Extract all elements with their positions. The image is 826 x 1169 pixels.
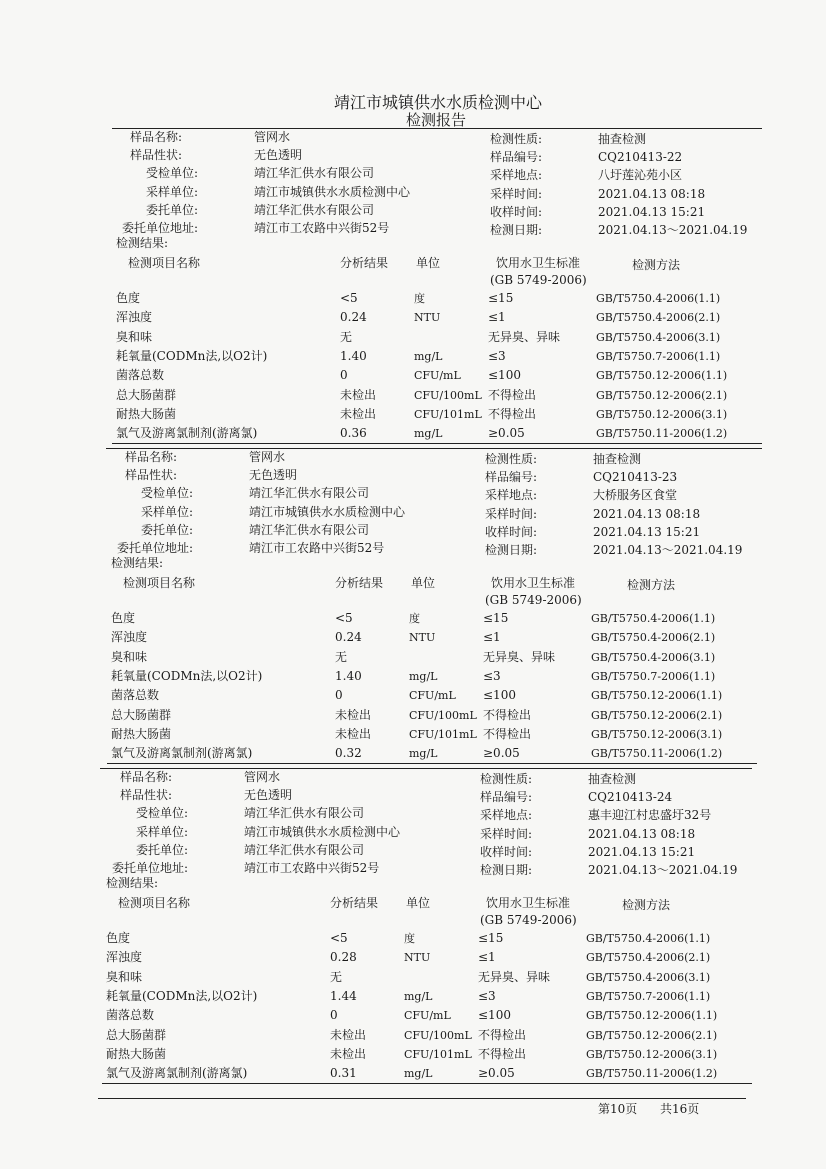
table-cell-standard: ≤1: [488, 310, 506, 325]
table-cell-unit: mg/L: [404, 1067, 433, 1081]
info-value-test_nature: 抽查检测: [588, 772, 637, 786]
table-cell-standard: ≤1: [483, 630, 501, 645]
table-cell-item: 臭和味: [106, 969, 143, 984]
info-label-test_nature: 检测性质:: [480, 772, 533, 786]
table-cell-method: GB/T5750.11-2006(1.2): [596, 427, 728, 441]
table-cell-method: GB/T5750.7-2006(1.1): [596, 349, 721, 363]
table-cell-item: 菌落总数: [106, 1008, 155, 1023]
info-label-test_date: 检测日期:: [485, 543, 538, 557]
table-cell-method: GB/T5750.4-2006(2.1): [596, 311, 721, 325]
table-cell-result: 无: [335, 649, 348, 664]
column-header-item: 检测项目名称: [128, 256, 201, 270]
column-header-method: 检测方法: [622, 898, 671, 912]
table-cell-item: 菌落总数: [116, 368, 165, 383]
table-cell-standard: 无异臭、异味: [478, 969, 551, 984]
results-label: 检测结果:: [111, 556, 164, 570]
column-header-unit: 单位: [411, 576, 436, 590]
table-cell-standard: ≤15: [483, 611, 509, 625]
table-cell-standard: ≤3: [483, 668, 501, 683]
info-value-sampling_site: 大桥服务区食堂: [593, 488, 678, 503]
table-cell-unit: NTU: [404, 951, 431, 965]
column-header-standard: 饮用水卫生标准: [496, 256, 581, 270]
table-cell-standard: 无异臭、异味: [488, 329, 561, 344]
table-cell-unit: mg/L: [404, 989, 433, 1003]
table-cell-standard: 不得检出: [488, 387, 537, 402]
table-cell-unit: NTU: [409, 631, 436, 645]
table-cell-method: GB/T5750.11-2006(1.2): [586, 1067, 718, 1081]
table-cell-item: 耗氧量(CODMn法,以O2计): [106, 988, 258, 1003]
section-top-rule: [106, 448, 762, 449]
table-cell-item: 臭和味: [116, 329, 153, 344]
table-cell-unit: CFU/mL: [404, 1009, 451, 1023]
info-label-sample_property: 样品性状:: [130, 148, 183, 163]
info-value-sample_name: 管网水: [244, 770, 281, 784]
table-cell-result: 未检出: [330, 1027, 367, 1042]
info-value-sample_name: 管网水: [249, 450, 286, 464]
table-cell-standard: ≥0.05: [483, 746, 520, 761]
table-cell-standard: 无异臭、异味: [483, 649, 556, 664]
table-cell-standard: ≥0.05: [478, 1066, 515, 1081]
info-label-sample_name: 样品名称:: [120, 770, 173, 784]
info-value-entrusting_address: 靖江市工农路中兴街52号: [244, 861, 380, 875]
table-cell-standard: ≤3: [488, 348, 506, 363]
column-header-standard-code: (GB 5749-2006): [485, 593, 582, 607]
org-title: 靖江市城镇供水水质检测中心: [334, 93, 543, 112]
table-cell-method: GB/T5750.4-2006(2.1): [591, 631, 716, 645]
info-value-test_date: 2021.04.13～2021.04.19: [588, 863, 738, 877]
table-cell-unit: mg/L: [414, 349, 443, 363]
table-cell-result: 无: [330, 969, 343, 984]
table-cell-method: GB/T5750.4-2006(1.1): [586, 932, 711, 945]
table-cell-standard: ≤100: [483, 688, 516, 703]
info-value-receiving_unit: 靖江华汇供水有限公司: [244, 806, 365, 821]
table-cell-method: GB/T5750.12-2006(3.1): [596, 407, 728, 421]
table-cell-unit: CFU/100mL: [409, 708, 477, 722]
info-label-sampling_site: 采样地点:: [490, 168, 543, 183]
column-header-standard: 饮用水卫生标准: [486, 896, 571, 910]
table-cell-item: 耐热大肠菌: [116, 406, 177, 421]
column-header-result: 分析结果: [340, 256, 389, 270]
table-cell-unit: CFU/101mL: [409, 727, 477, 741]
table-cell-method: GB/T5750.12-2006(1.1): [591, 689, 723, 703]
info-label-sampling_unit: 采样单位:: [141, 504, 194, 519]
column-header-method: 检测方法: [627, 578, 676, 592]
column-header-result: 分析结果: [335, 576, 384, 590]
info-value-receiving_unit: 靖江华汇供水有限公司: [254, 166, 375, 181]
table-cell-item: 浑浊度: [111, 630, 148, 645]
table-cell-item: 色度: [111, 611, 136, 625]
table-cell-result: <5: [340, 291, 358, 305]
info-value-sampling_site: 惠丰迎江村忠盛圩32号: [588, 808, 712, 823]
table-cell-result: 0.36: [340, 426, 367, 441]
info-value-sampling_time: 2021.04.13 08:18: [588, 826, 696, 841]
table-cell-item: 臭和味: [111, 649, 148, 664]
column-header-unit: 单位: [416, 256, 441, 270]
info-value-receipt_time: 2021.04.13 15:21: [588, 844, 696, 859]
info-label-entrusting_unit: 委托单位:: [141, 522, 194, 537]
table-cell-result: 0: [335, 688, 343, 703]
page-total: 共16页: [660, 1102, 700, 1116]
table-cell-unit: CFU/100mL: [404, 1028, 472, 1042]
info-value-test_date: 2021.04.13～2021.04.19: [598, 223, 748, 237]
table-cell-standard: ≤15: [478, 931, 504, 945]
info-label-receiving_unit: 受检单位:: [141, 486, 194, 501]
info-value-receipt_time: 2021.04.13 15:21: [598, 204, 706, 219]
info-label-sampling_time: 采样时间:: [480, 826, 533, 841]
table-cell-unit: mg/L: [409, 669, 438, 683]
info-label-entrusting_address: 委托单位地址:: [112, 861, 189, 875]
column-header-result: 分析结果: [330, 896, 379, 910]
info-label-receipt_time: 收样时间:: [485, 524, 538, 539]
table-cell-item: 耗氧量(CODMn法,以O2计): [116, 348, 268, 363]
table-cell-result: 0.28: [330, 950, 357, 965]
info-label-sample_property: 样品性状:: [120, 788, 173, 803]
column-header-standard: 饮用水卫生标准: [491, 576, 576, 590]
info-label-sample_name: 样品名称:: [125, 450, 178, 464]
column-header-unit: 单位: [406, 896, 431, 910]
info-label-test_nature: 检测性质:: [485, 452, 538, 466]
info-label-test_nature: 检测性质:: [490, 132, 543, 146]
info-label-sampling_time: 采样时间:: [485, 506, 538, 521]
table-cell-standard: ≤100: [478, 1008, 511, 1023]
info-value-sampling_unit: 靖江市城镇供水水质检测中心: [244, 824, 401, 839]
info-value-sample_property: 无色透明: [249, 468, 298, 483]
table-cell-item: 总大肠菌群: [106, 1027, 167, 1042]
table-cell-standard: ≤15: [488, 291, 514, 305]
table-cell-method: GB/T5750.4-2006(3.1): [591, 650, 716, 664]
table-cell-result: 未检出: [335, 707, 372, 722]
info-value-sampling_site: 八圩莲沁苑小区: [598, 168, 683, 183]
column-header-item: 检测项目名称: [123, 576, 196, 590]
table-cell-item: 氯气及游离氯制剂(游离氯): [111, 746, 253, 761]
info-value-receiving_unit: 靖江华汇供水有限公司: [249, 486, 370, 501]
table-cell-item: 氯气及游离氯制剂(游离氯): [116, 426, 258, 441]
table-cell-standard: ≤1: [478, 950, 496, 965]
column-header-method: 检测方法: [632, 258, 681, 272]
results-label: 检测结果:: [116, 236, 169, 250]
table-cell-result: 0.24: [335, 630, 362, 645]
table-cell-unit: CFU/100mL: [414, 388, 482, 402]
table-cell-unit: NTU: [414, 311, 441, 325]
table-cell-result: 1.40: [340, 348, 367, 363]
table-cell-method: GB/T5750.11-2006(1.2): [591, 747, 723, 761]
report-title: 检测报告: [406, 111, 467, 129]
table-cell-item: 总大肠菌群: [111, 707, 172, 722]
info-label-receiving_unit: 受检单位:: [146, 166, 199, 181]
info-value-sample_property: 无色透明: [244, 788, 293, 803]
table-cell-method: GB/T5750.4-2006(3.1): [596, 330, 721, 344]
info-label-receiving_unit: 受检单位:: [136, 806, 189, 821]
table-cell-item: 耐热大肠菌: [111, 726, 172, 741]
table-cell-result: 无: [340, 329, 353, 344]
column-header-standard-code: (GB 5749-2006): [490, 273, 587, 287]
info-label-entrusting_address: 委托单位地址:: [122, 221, 199, 235]
table-cell-item: 浑浊度: [116, 310, 153, 325]
section-bottom-rule: [102, 1083, 752, 1084]
info-label-receipt_time: 收样时间:: [490, 204, 543, 219]
table-cell-item: 菌落总数: [111, 688, 160, 703]
info-label-sample_no: 样品编号:: [485, 470, 538, 485]
section-bottom-rule: [107, 763, 757, 764]
info-label-sample_property: 样品性状:: [125, 468, 178, 483]
info-label-entrusting_address: 委托单位地址:: [117, 541, 194, 555]
info-label-sampling_time: 采样时间:: [490, 186, 543, 201]
table-cell-method: GB/T5750.4-2006(3.1): [586, 970, 711, 984]
results-label: 检测结果:: [106, 876, 159, 890]
info-label-test_date: 检测日期:: [480, 863, 533, 877]
info-value-sample_no: CQ210413-24: [588, 790, 673, 805]
table-cell-method: GB/T5750.7-2006(1.1): [586, 989, 711, 1003]
info-label-sampling_unit: 采样单位:: [146, 184, 199, 199]
table-cell-result: 0: [330, 1008, 338, 1023]
info-value-sampling_unit: 靖江市城镇供水水质检测中心: [254, 184, 411, 199]
info-value-sample_name: 管网水: [254, 130, 291, 144]
info-value-sampling_unit: 靖江市城镇供水水质检测中心: [249, 504, 406, 519]
table-cell-unit: mg/L: [414, 427, 443, 441]
section-top-rule: [100, 768, 752, 769]
table-cell-unit: 度: [409, 612, 420, 625]
info-value-sample_no: CQ210413-22: [598, 150, 683, 165]
info-label-entrusting_unit: 委托单位:: [136, 842, 189, 857]
info-value-entrusting_address: 靖江市工农路中兴街52号: [254, 221, 390, 235]
info-value-test_date: 2021.04.13～2021.04.19: [593, 543, 743, 557]
table-cell-method: GB/T5750.4-2006(1.1): [591, 612, 716, 625]
table-cell-method: GB/T5750.12-2006(3.1): [591, 727, 723, 741]
table-cell-unit: CFU/101mL: [414, 407, 482, 421]
info-label-test_date: 检测日期:: [490, 223, 543, 237]
table-cell-result: 未检出: [330, 1046, 367, 1061]
table-cell-standard: 不得检出: [488, 406, 537, 421]
table-cell-standard: ≥0.05: [488, 426, 525, 441]
table-cell-result: 未检出: [340, 387, 377, 402]
info-label-receipt_time: 收样时间:: [480, 844, 533, 859]
column-header-standard-code: (GB 5749-2006): [480, 913, 577, 927]
table-cell-unit: CFU/mL: [414, 369, 461, 383]
table-cell-item: 耗氧量(CODMn法,以O2计): [111, 668, 263, 683]
table-cell-standard: 不得检出: [483, 726, 532, 741]
table-cell-item: 浑浊度: [106, 950, 143, 965]
table-cell-standard: 不得检出: [483, 707, 532, 722]
table-cell-result: 1.44: [330, 988, 357, 1003]
info-value-sample_property: 无色透明: [254, 148, 303, 163]
info-value-sample_no: CQ210413-23: [593, 470, 678, 485]
table-cell-method: GB/T5750.7-2006(1.1): [591, 669, 716, 683]
info-value-receipt_time: 2021.04.13 15:21: [593, 524, 701, 539]
table-cell-item: 色度: [116, 291, 141, 305]
table-cell-result: 0.24: [340, 310, 367, 325]
table-cell-result: <5: [330, 931, 348, 945]
table-cell-method: GB/T5750.4-2006(2.1): [586, 951, 711, 965]
info-value-sampling_time: 2021.04.13 08:18: [593, 506, 701, 521]
info-label-entrusting_unit: 委托单位:: [146, 202, 199, 217]
info-value-sampling_time: 2021.04.13 08:18: [598, 186, 706, 201]
table-cell-method: GB/T5750.12-2006(1.1): [586, 1009, 718, 1023]
table-cell-standard: ≤100: [488, 368, 521, 383]
info-label-sample_no: 样品编号:: [480, 790, 533, 805]
table-cell-standard: ≤3: [478, 988, 496, 1003]
table-cell-unit: 度: [414, 292, 425, 305]
info-value-entrusting_address: 靖江市工农路中兴街52号: [249, 541, 385, 555]
table-cell-result: <5: [335, 611, 353, 625]
table-cell-unit: mg/L: [409, 747, 438, 761]
table-cell-method: GB/T5750.12-2006(2.1): [591, 708, 723, 722]
table-cell-method: GB/T5750.4-2006(1.1): [596, 292, 721, 305]
section-bottom-rule: [112, 443, 762, 444]
table-cell-unit: CFU/101mL: [404, 1047, 472, 1061]
table-cell-result: 0.32: [335, 746, 362, 761]
table-cell-item: 总大肠菌群: [116, 387, 177, 402]
info-value-entrusting_unit: 靖江华汇供水有限公司: [244, 842, 365, 857]
table-cell-standard: 不得检出: [478, 1027, 527, 1042]
table-cell-result: 未检出: [340, 406, 377, 421]
info-value-test_nature: 抽查检测: [593, 452, 642, 466]
info-label-sampling_site: 采样地点:: [485, 488, 538, 503]
table-cell-result: 0: [340, 368, 348, 383]
info-label-sampling_unit: 采样单位:: [136, 824, 189, 839]
table-cell-item: 耐热大肠菌: [106, 1046, 167, 1061]
footer-rule: [98, 1098, 746, 1099]
table-cell-item: 氯气及游离氯制剂(游离氯): [106, 1066, 248, 1081]
table-cell-result: 0.31: [330, 1066, 357, 1081]
table-cell-method: GB/T5750.12-2006(1.1): [596, 369, 728, 383]
info-value-entrusting_unit: 靖江华汇供水有限公司: [249, 522, 370, 537]
table-cell-result: 1.40: [335, 668, 362, 683]
section-top-rule: [112, 128, 762, 129]
table-cell-result: 未检出: [335, 726, 372, 741]
info-label-sampling_site: 采样地点:: [480, 808, 533, 823]
info-value-entrusting_unit: 靖江华汇供水有限公司: [254, 202, 375, 217]
info-label-sample_name: 样品名称:: [130, 130, 183, 144]
table-cell-method: GB/T5750.12-2006(3.1): [586, 1047, 718, 1061]
page-number: 第10页: [598, 1102, 638, 1116]
table-cell-method: GB/T5750.12-2006(2.1): [586, 1028, 718, 1042]
info-label-sample_no: 样品编号:: [490, 150, 543, 165]
column-header-item: 检测项目名称: [118, 896, 191, 910]
table-cell-method: GB/T5750.12-2006(2.1): [596, 388, 728, 402]
info-value-test_nature: 抽查检测: [598, 132, 647, 146]
table-cell-standard: 不得检出: [478, 1046, 527, 1061]
table-cell-unit: CFU/mL: [409, 689, 456, 703]
table-cell-unit: 度: [404, 932, 415, 945]
table-cell-item: 色度: [106, 931, 131, 945]
